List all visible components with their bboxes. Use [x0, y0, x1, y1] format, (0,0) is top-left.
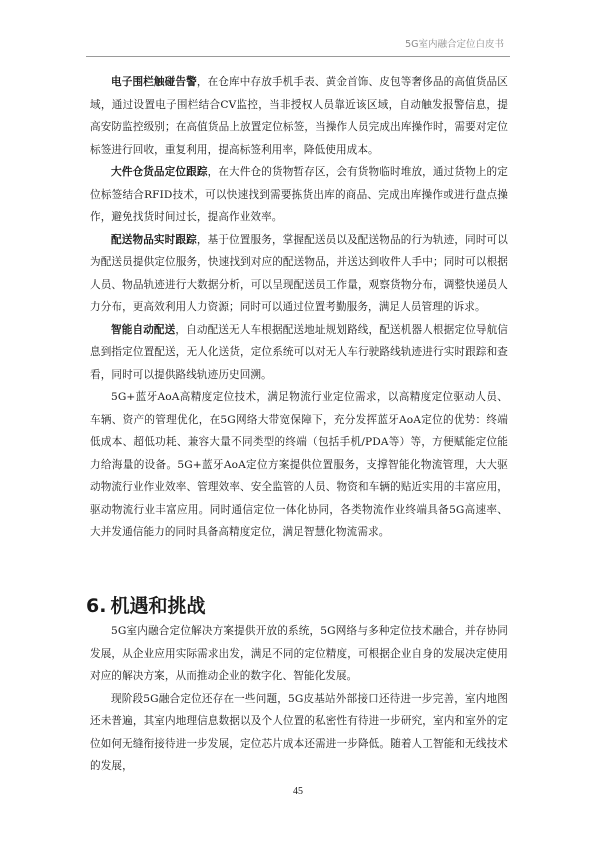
section-content: [90, 620, 508, 778]
paragraph-autonomous-delivery: [90, 319, 508, 387]
page-number: 45: [293, 786, 303, 797]
paragraph-bulky-goods-tracking: [90, 161, 508, 229]
paragraph-electronic-fence: [90, 71, 508, 161]
paragraph-lead: 配送物品实时跟踪: [111, 233, 197, 246]
section-title: 机遇和挑战: [110, 595, 206, 617]
paragraph-aoa-summary: [90, 386, 508, 544]
paragraph-delivery-tracking: [90, 229, 508, 319]
paragraph-body: ，自动配送无人车根据配送地址规划路线，配送机器人根据定位导航信息到指定位置配送，无人化送货，定位系统可以对无人车行驶路线轨迹进行实时跟踪和查看，同时可以提供路线轨迹历史回溯。: [90, 323, 508, 381]
header-title: 5G室内融合定位白皮书: [405, 39, 504, 50]
section-number: 6.: [86, 595, 107, 617]
main-content: [90, 71, 508, 544]
section-paragraph: 5G室内融合定位解决方案提供开放的系统，5G网络与多种定位技术融合，并存协同发展，从企业应用实际需求出发，满足不同的定位精度，可根据企业自身的发展决定使用对应的解决方案，从而推动企业的数字化、智能化发展。: [90, 625, 508, 682]
paragraph-lead: 大件仓货品定位跟踪: [111, 166, 208, 178]
paragraph-body: ，在大件仓的货物暂存区，会有货物临时堆放，通过货物上的定位标签结合RFID技术，可以快速找到需要拣货出库的商品、完成出库操作或进行盘点操作，避免找货时间过长，提高作业效率。: [90, 166, 508, 223]
section-paragraph: 现阶段5G融合定位还存在一些问题，5G皮基站外部接口还待进一步完善，室内地图还未普遍，其室内地理信息数据以及个人位置的私密性有待进一步研究，室内和室外的定位如何无缝衔接待进一步发展，定位芯片成本还需进一步降低。随着人工智能和无线技术的发展，: [90, 692, 508, 772]
section-heading: [86, 591, 205, 618]
page-header: [0, 36, 596, 56]
paragraph-body: ，在仓库中存放手机手表、黄金首饰、皮包等奢侈品的高值货品区域，通过设置电子围栏结合CV监控，当非授权人员靠近该区域，自动触发报警信息，提高安防监控级别；在高值货品上放置定位标签，当操作人员完成出库操作时，需要对定位标签进行回收，重复利用，提高标签利用率，降低使用成本。: [90, 76, 508, 156]
paragraph-body: 5G+蓝牙AoA高精度定位技术，满足物流行业定位需求，以高精度定位驱动人员、车辆、资产的管理优化，在5G网络大带宽保障下，充分发挥蓝牙AoA定位的优势：终端低成本、超低功耗、兼容大量不同类型的终端（包括手机/PDA等）等，方便赋能定位能力给海量的设备。5G+蓝牙AoA定位方案提供位置服务，支撑智能化物流管理，大大驱动物流行业作业效率、管理效率、安全监管的人员、物资和车辆的贴近实用的丰富应用，驱动物流行业丰富应用。同时通信定位一体化协同，各类物流作业终端具备5G高速率、大并发通信能力的同时具备高精度定位，满足智慧化物流需求。: [90, 391, 508, 538]
paragraph-lead: 电子围栏触碰告警: [111, 76, 197, 88]
header-rule: [86, 56, 510, 57]
paragraph-lead: 智能自动配送: [111, 323, 176, 336]
paragraph-body: ，基于位置服务，掌握配送员以及配送物品的行为轨迹，同时可以为配送员提供定位服务，快速找到对应的配送物品，并送达到收件人手中；同时可以根据人员、物品轨迹进行大数据分析，可以呈现配送员工作量，观察货物分布，调整快递员人力分布，更高效利用人力资源；同时可以通过位置考勤服务，满足人员管理的诉求。: [90, 233, 508, 313]
